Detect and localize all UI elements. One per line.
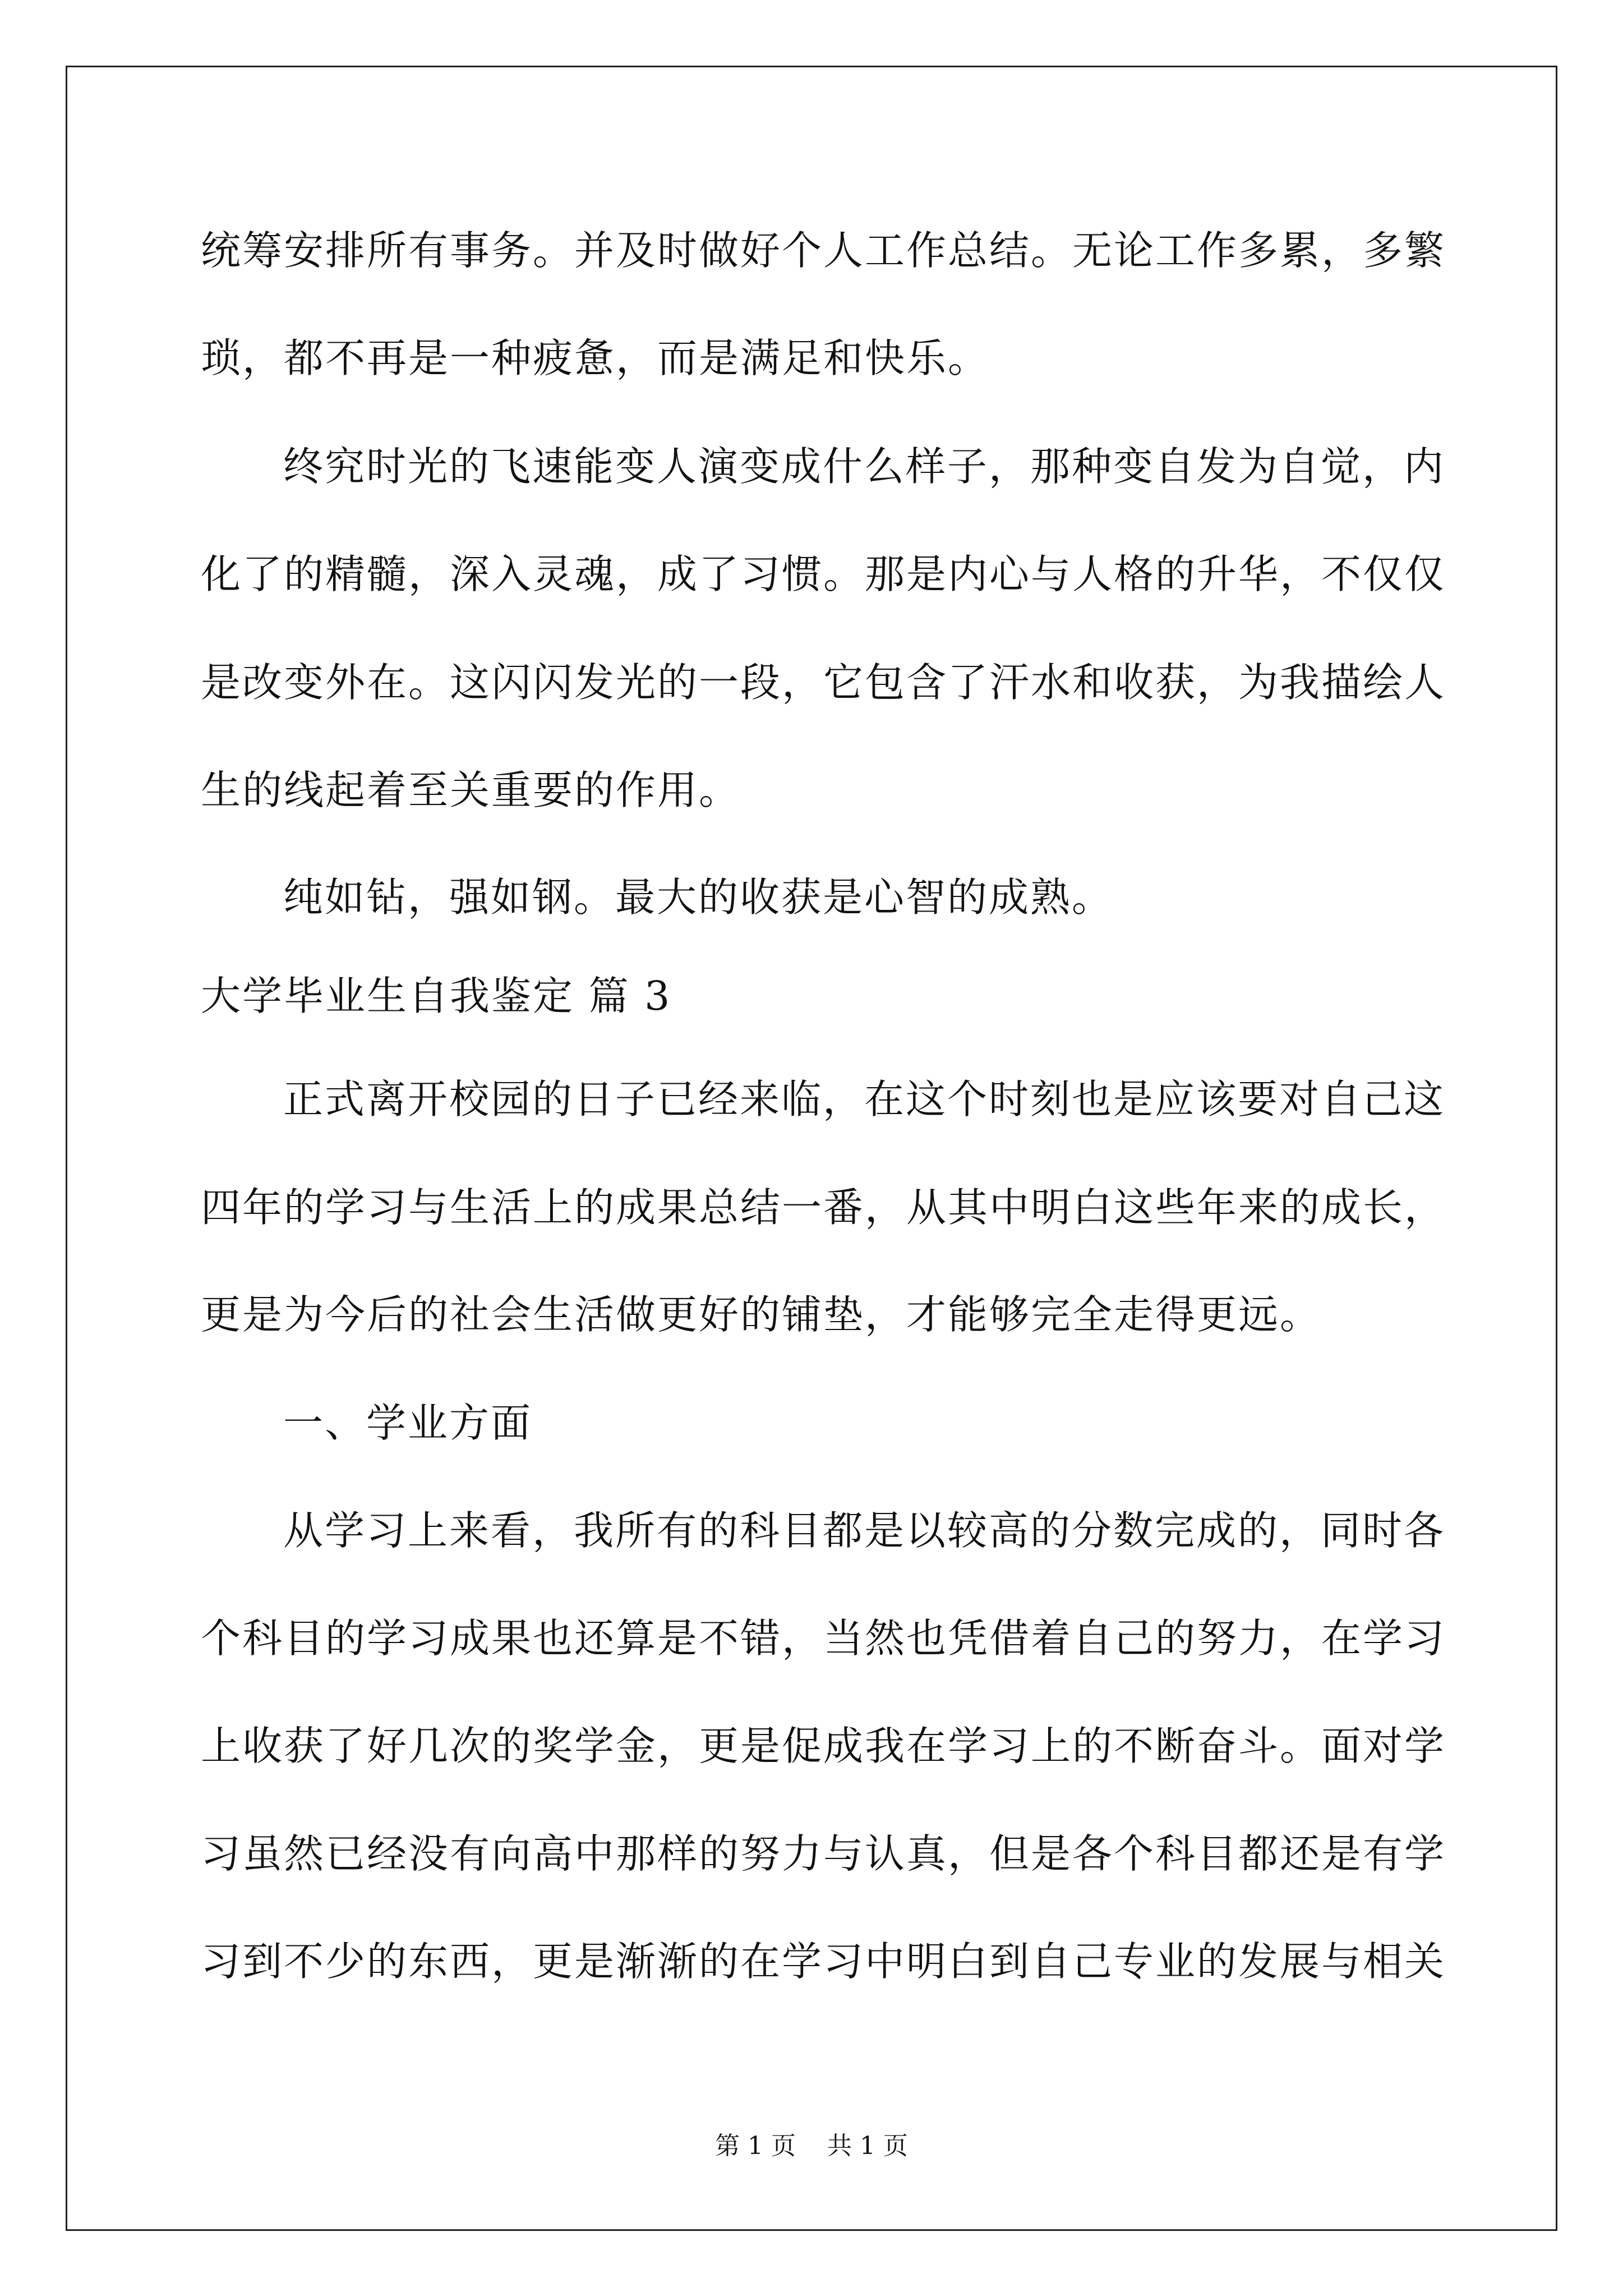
paragraph-line: 更是为今后的社会生活做更好的铺垫，才能够完全走得更远。 xyxy=(201,1291,1322,1338)
paragraph-line: 生的线起着至关重要的作用。 xyxy=(201,767,741,813)
paragraph-line: 上收获了好几次的奖学金，更是促成我在学习上的不断奋斗。面对学 xyxy=(201,1723,1446,1769)
paragraph-line: 终究时光的飞速能变人演变成什么样子，那种变自发为自觉，内 xyxy=(283,443,1446,490)
paragraph-line: 纯如钻，强如钢。最大的收获是心智的成熟。 xyxy=(283,874,1114,921)
page-number-footer: 第 1 页 共 1 页 xyxy=(715,2132,908,2160)
paragraph-line: 从学习上来看，我所有的科目都是以较高的分数完成的，同时各 xyxy=(283,1507,1446,1554)
paragraph-line: 统筹安排所有事务。并及时做好个人工作总结。无论工作多累，多繁 xyxy=(201,227,1446,274)
page-border xyxy=(66,66,1557,2231)
paragraph-line: 个科目的学习成果也还算是不错，当然也凭借着自己的努力，在学习 xyxy=(201,1615,1446,1662)
paragraph-line: 习到不少的东西，更是渐渐的在学习中明白到自己专业的发展与相关 xyxy=(201,1938,1446,1985)
section-heading: 大学毕业生自我鉴定 篇 3 xyxy=(201,973,672,1019)
paragraph-line: 是改变外在。这闪闪发光的一段，它包含了汗水和收获，为我描绘人 xyxy=(201,659,1446,706)
paragraph-line: 习虽然已经没有向高中那样的努力与认真，但是各个科目都还是有学 xyxy=(201,1830,1446,1877)
paragraph-line: 化了的精髓，深入灵魂，成了习惯。那是内心与人格的升华，不仅仅 xyxy=(201,551,1446,597)
paragraph-line: 琐，都不再是一种疲惫，而是满足和快乐。 xyxy=(201,335,990,381)
subsection-heading: 一、学业方面 xyxy=(283,1400,533,1446)
paragraph-line: 四年的学习与生活上的成果总结一番，从其中明白这些年来的成长， xyxy=(201,1184,1446,1231)
paragraph-line: 正式离开校园的日子已经来临，在这个时刻也是应该要对自己这 xyxy=(283,1076,1446,1122)
